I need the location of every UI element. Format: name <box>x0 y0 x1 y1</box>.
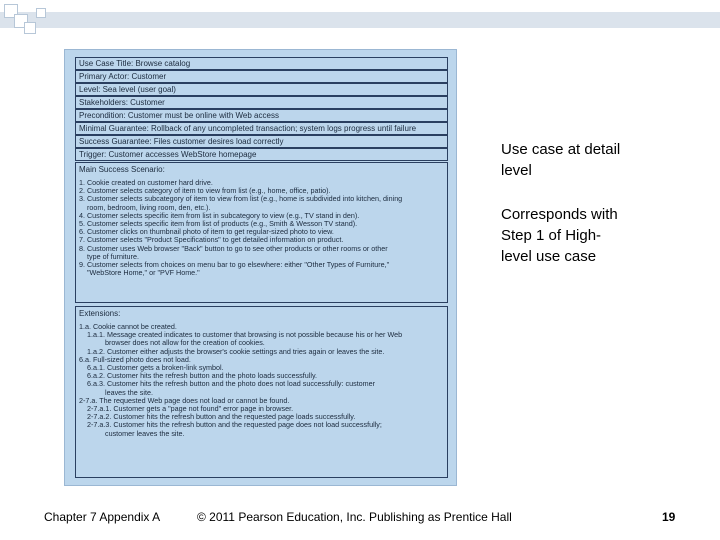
level-row: Level: Sea level (user goal) <box>75 83 448 96</box>
scenario-step-continuation: type of furniture. <box>87 252 139 261</box>
extension-subitem: 2-7.a.1. Customer gets a "page not found" error page in browser. <box>87 405 294 414</box>
extension-continuation: leaves the site. <box>105 388 153 397</box>
scenario-step: 3. Customer selects subcategory of item to view from list (e.g., home is subdivided into kitchen, dining <box>79 195 403 204</box>
main-scenario-title: Main Success Scenario: <box>79 165 165 174</box>
extension-subitem: 1.a.2. Customer either adjusts the browser's cookie settings and tries again or leaves the site. <box>87 347 385 356</box>
note-corresponds <box>501 204 618 267</box>
scenario-step: 2. Customer selects category of item to view from list (e.g., home, office, patio). <box>79 187 331 196</box>
use-case-figure <box>64 49 457 486</box>
extensions-title: Extensions: <box>79 309 121 318</box>
scenario-step-continuation: "WebStore Home," or "PVF Home." <box>87 269 200 278</box>
extension-subitem: 6.a.1. Customer gets a broken-link symbol. <box>87 364 224 373</box>
extension-continuation: customer leaves the site. <box>105 429 185 438</box>
extensions <box>75 306 448 478</box>
extension-subitem: 6.a.2. Customer hits the refresh button and the photo loads successfully. <box>87 372 317 381</box>
scenario-step: 5. Customer selects specific item from list of products (e.g., Smith & Wesson TV stand). <box>79 220 358 229</box>
note-line: Step 1 of High- <box>501 227 602 244</box>
note-line: Use case at detail <box>501 141 621 158</box>
note-detail-level <box>501 139 620 181</box>
precondition-row: Precondition: Customer must be online with Web access <box>75 109 448 122</box>
extension-subitem: 2-7.a.2. Customer hits the refresh button and the requested page loads successfully. <box>87 413 356 422</box>
extension-subitem: 6.a.3. Customer hits the refresh button and the photo does not load successfully: customer <box>87 380 376 389</box>
use-case-title-row: Use Case Title: Browse catalog <box>75 57 448 70</box>
note-line: level <box>501 162 532 179</box>
scenario-step: 8. Customer uses Web browser "Back" button to go to see other products or other rooms or other <box>79 244 388 253</box>
page-number: 19 <box>662 510 676 524</box>
extension-item: 6.a. Full-sized photo does not load. <box>79 355 191 364</box>
extension-item: 2-7.a. The requested Web page does not load or cannot be found. <box>79 396 290 405</box>
scenario-step: 7. Customer selects "Product Specifications" to get detailed information on product. <box>79 236 344 245</box>
extension-subitem: 1.a.1. Message created indicates to customer that browsing is not possible because his or her Web <box>87 331 403 340</box>
scenario-step: 4. Customer selects specific item from list in subcategory to view (e.g., TV stand in den). <box>79 211 360 220</box>
extension-subitem: 2-7.a.3. Customer hits the refresh button and the requested page does not load successfully; <box>87 421 382 430</box>
footer-chapter: Chapter 7 Appendix A <box>44 510 161 524</box>
note-line: level use case <box>501 248 597 265</box>
main-success-scenario <box>75 162 448 303</box>
trigger-row: Trigger: Customer accesses WebStore homepage <box>75 148 448 161</box>
slide-decoration <box>0 0 720 48</box>
decoration-square <box>36 8 46 18</box>
scenario-step: 1. Cookie created on customer hard drive. <box>79 179 213 187</box>
scenario-step: 6. Customer clicks on thumbnail photo of item to get regular-sized photo to view. <box>79 228 334 237</box>
scenario-step-continuation: room, bedroom, living room, den, etc.). <box>87 203 211 212</box>
footer-copyright: © 2011 Pearson Education, Inc. Publishing as Prentice Hall <box>197 510 512 524</box>
minimal-guarantee-row: Minimal Guarantee: Rollback of any uncompleted transaction; system logs progress until failure <box>75 122 448 135</box>
stakeholders-row: Stakeholders: Customer <box>75 96 448 109</box>
decoration-square <box>24 22 36 34</box>
note-line: Corresponds with <box>501 206 618 223</box>
decoration-bar <box>0 12 720 28</box>
scenario-step: 9. Customer selects from choices on menu bar to go elsewhere: either "Other Types of Furniture," <box>79 261 390 270</box>
primary-actor-row: Primary Actor: Customer <box>75 70 448 83</box>
extension-item: 1.a. Cookie cannot be created. <box>79 323 177 331</box>
extension-continuation: browser does not allow for the creation of cookies. <box>105 339 265 348</box>
success-guarantee-row: Success Guarantee: Files customer desires load correctly <box>75 135 448 148</box>
